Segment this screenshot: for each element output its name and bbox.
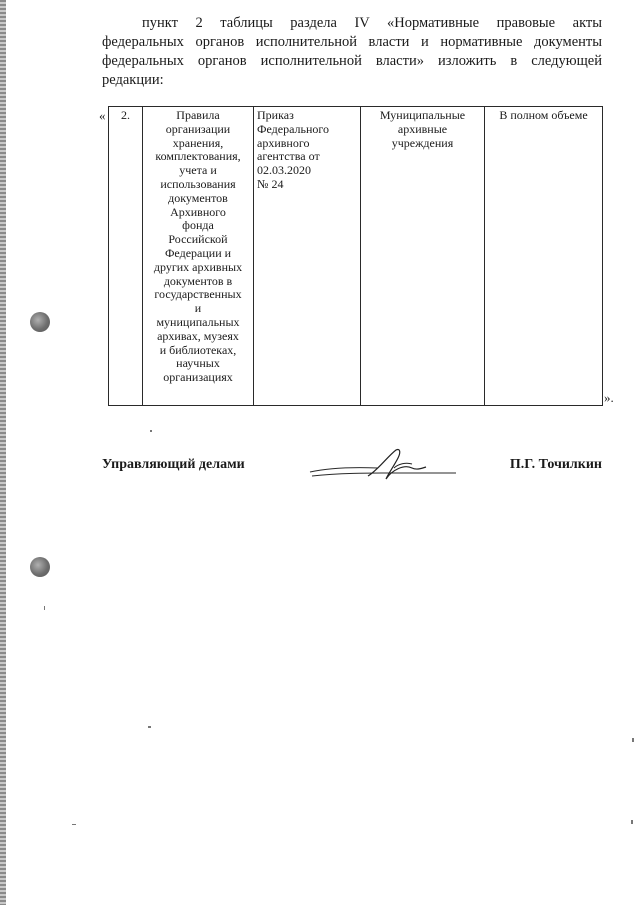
open-quote: « (99, 108, 106, 123)
act-name-line: Правила (176, 108, 220, 122)
close-quote: ». (604, 390, 614, 405)
act-name-line: фонда (182, 218, 214, 233)
intro-line: редакции: (102, 72, 164, 88)
organization-line: Муниципальные (379, 108, 466, 122)
cell-organizations (361, 107, 485, 406)
act-name-line: и библиотеках, (159, 342, 237, 357)
cell-scope: В полном объеме (485, 107, 603, 406)
act-name-line: организациях (163, 370, 233, 385)
document-line: Федерального (257, 121, 330, 136)
act-name-line: научных (176, 356, 220, 371)
act-name-line: архивах, музеях (157, 328, 239, 343)
intro-line: федеральных органов исполнительной власти» изложить в следующей (102, 53, 602, 69)
scan-speck (150, 430, 152, 432)
organization-line: учреждения (391, 135, 454, 150)
document-line: 02.03.2020 (257, 163, 311, 178)
document-line: Приказ (257, 108, 294, 122)
scan-speck (148, 726, 151, 728)
scan-page-edge (0, 0, 6, 905)
act-name-line: учета и (179, 163, 217, 178)
cell-document (254, 107, 361, 406)
act-name-line: Федерации и (164, 245, 232, 260)
cell-number: 2. (109, 107, 143, 406)
scan-speck (632, 738, 634, 742)
scan-speck (44, 606, 45, 610)
acts-table (108, 106, 603, 406)
signatory-position: Управляющий делами (102, 457, 245, 472)
table-row (109, 107, 603, 406)
handwritten-signature (308, 446, 458, 482)
act-name-line: государственных (154, 287, 242, 302)
scan-speck (631, 820, 633, 824)
document-line: № 24 (257, 176, 284, 191)
act-name-line: хранения, (172, 135, 224, 150)
act-name-line: и (194, 301, 202, 316)
cell-act-name (143, 107, 254, 406)
punch-hole (30, 557, 50, 577)
act-name-line: других архивных (153, 259, 243, 274)
intro-line: пункт 2 таблицы раздела IV «Нормативные правовые акты (142, 15, 602, 31)
document-line: агентства от (257, 149, 320, 164)
act-name-line: документов в (163, 273, 233, 288)
document-line: архивного (257, 135, 310, 150)
scan-speck (72, 824, 76, 825)
act-name-line: документов (168, 190, 228, 205)
act-name-line: организации (165, 121, 231, 136)
act-name-line: муниципальных (156, 314, 240, 329)
organization-line: архивные (397, 121, 448, 136)
act-name-line: Архивного (170, 204, 226, 219)
act-name-line: Российской (168, 232, 228, 247)
punch-hole (30, 312, 50, 332)
signatory-name: П.Г. Точилкин (509, 457, 602, 472)
intro-line: федеральных органов исполнительной власти и нормативные документы (102, 34, 602, 50)
intro-paragraph (102, 14, 602, 90)
act-name-line: комплектования, (155, 149, 241, 164)
act-name-line: использования (160, 176, 236, 191)
